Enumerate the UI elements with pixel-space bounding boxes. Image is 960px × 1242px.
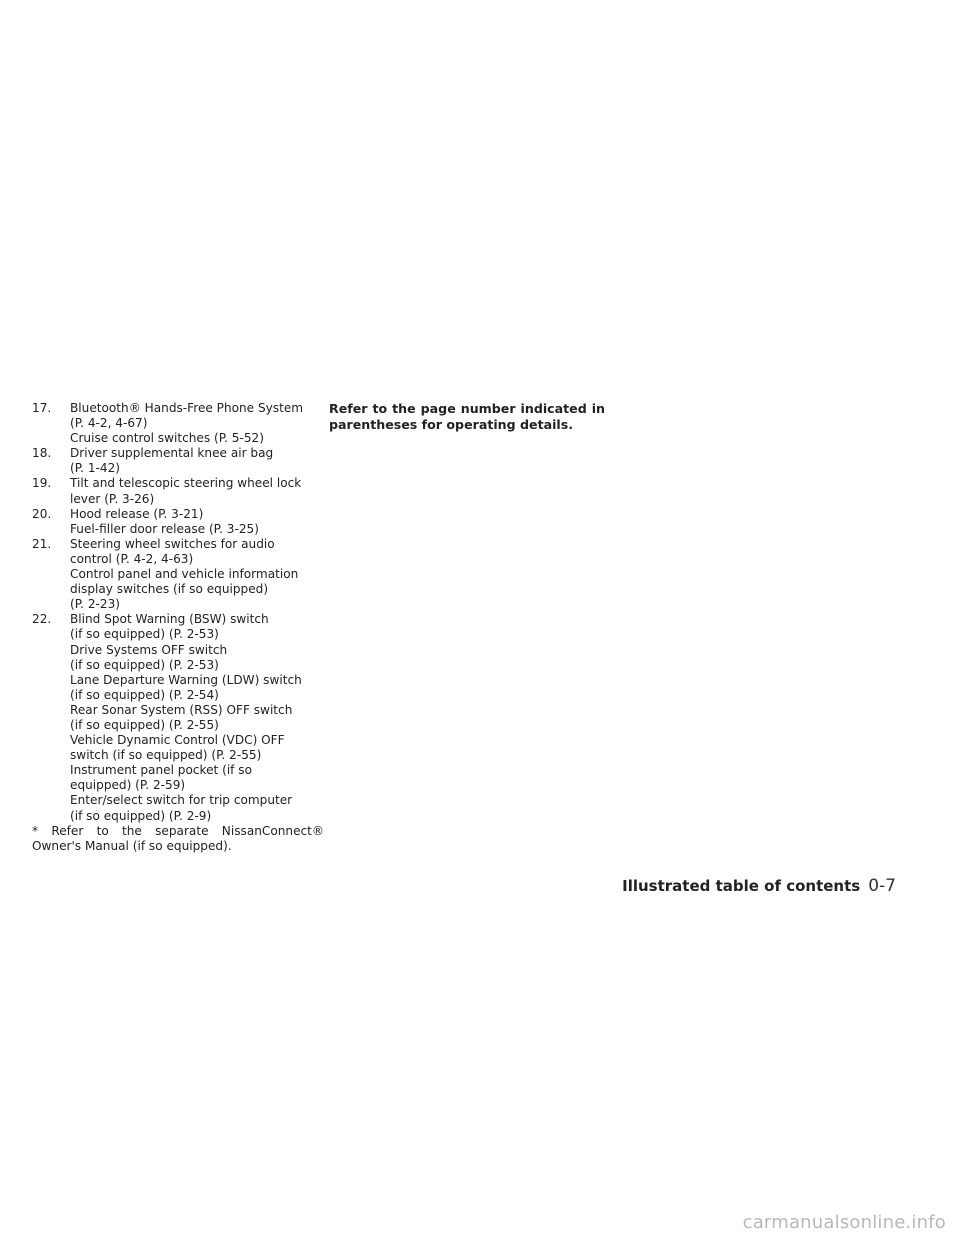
item-line: (if so equipped) (P. 2-53) xyxy=(70,657,219,672)
item-line: (if so equipped) (P. 2-54) xyxy=(70,687,219,702)
item-line: lever (P. 3-26) xyxy=(70,491,155,506)
item-line: Control panel and vehicle information xyxy=(70,567,299,582)
item-line: control (P. 4-2, 4-63) xyxy=(70,551,194,566)
item-line: Blind Spot Warning (BSW) switch xyxy=(70,612,269,627)
item-line: (P. 2-23) xyxy=(70,597,120,612)
item-line: Cruise control switches (P. 5-52) xyxy=(70,431,264,446)
list-item-22 xyxy=(32,612,324,823)
list-item-18 xyxy=(32,446,324,476)
operating-note: Refer to the page number indicated in parentheses for operating details. xyxy=(329,401,605,432)
item-line: (P. 4-2, 4-67) xyxy=(70,416,148,431)
item-line: Tilt and telescopic steering wheel lock xyxy=(70,476,302,491)
item-number: 20. xyxy=(32,506,52,521)
item-line: Steering wheel switches for audio xyxy=(70,536,275,551)
list-item-20 xyxy=(32,507,324,537)
item-list xyxy=(32,401,324,854)
item-line: equipped) (P. 2-59) xyxy=(70,778,186,793)
item-line: display switches (if so equipped) xyxy=(70,582,269,597)
item-line: Drive Systems OFF switch xyxy=(70,642,228,657)
item-line: (P. 1-42) xyxy=(70,461,120,476)
item-line: Vehicle Dynamic Control (VDC) OFF xyxy=(70,733,285,748)
item-line: Enter/select switch for trip computer xyxy=(70,793,293,808)
watermark: carmanualsonline.info xyxy=(742,1212,946,1233)
item-line: Hood release (P. 3-21) xyxy=(70,506,204,521)
item-number: 17. xyxy=(32,401,52,415)
item-line: (if so equipped) (P. 2-53) xyxy=(70,627,219,642)
item-line: Driver supplemental knee air bag xyxy=(70,446,274,461)
item-number: 18. xyxy=(32,446,52,461)
item-number: 21. xyxy=(32,536,52,551)
item-number: 19. xyxy=(32,476,52,491)
item-line: Lane Departure Warning (LDW) switch xyxy=(70,672,302,687)
page-number: 0-7 xyxy=(868,876,896,896)
item-line: Instrument panel pocket (if so xyxy=(70,763,252,778)
item-line: switch (if so equipped) (P. 2-55) xyxy=(70,748,262,763)
list-item-19 xyxy=(32,476,324,506)
list-item-21 xyxy=(32,537,324,612)
page-footer xyxy=(622,876,896,896)
footnote: * Refer to the separate NissanConnect® Owner's Manual (if so equipped). xyxy=(32,823,324,853)
list-item-17 xyxy=(32,401,324,446)
section-title: Illustrated table of contents xyxy=(622,877,861,895)
item-line: Rear Sonar System (RSS) OFF switch xyxy=(70,702,293,717)
item-line: (if so equipped) (P. 2-9) xyxy=(70,808,212,823)
item-line: Fuel-filler door release (P. 3-25) xyxy=(70,521,259,536)
item-line: Bluetooth® Hands-Free Phone System xyxy=(70,401,304,415)
item-number: 22. xyxy=(32,612,52,627)
item-line: (if so equipped) (P. 2-55) xyxy=(70,717,219,732)
